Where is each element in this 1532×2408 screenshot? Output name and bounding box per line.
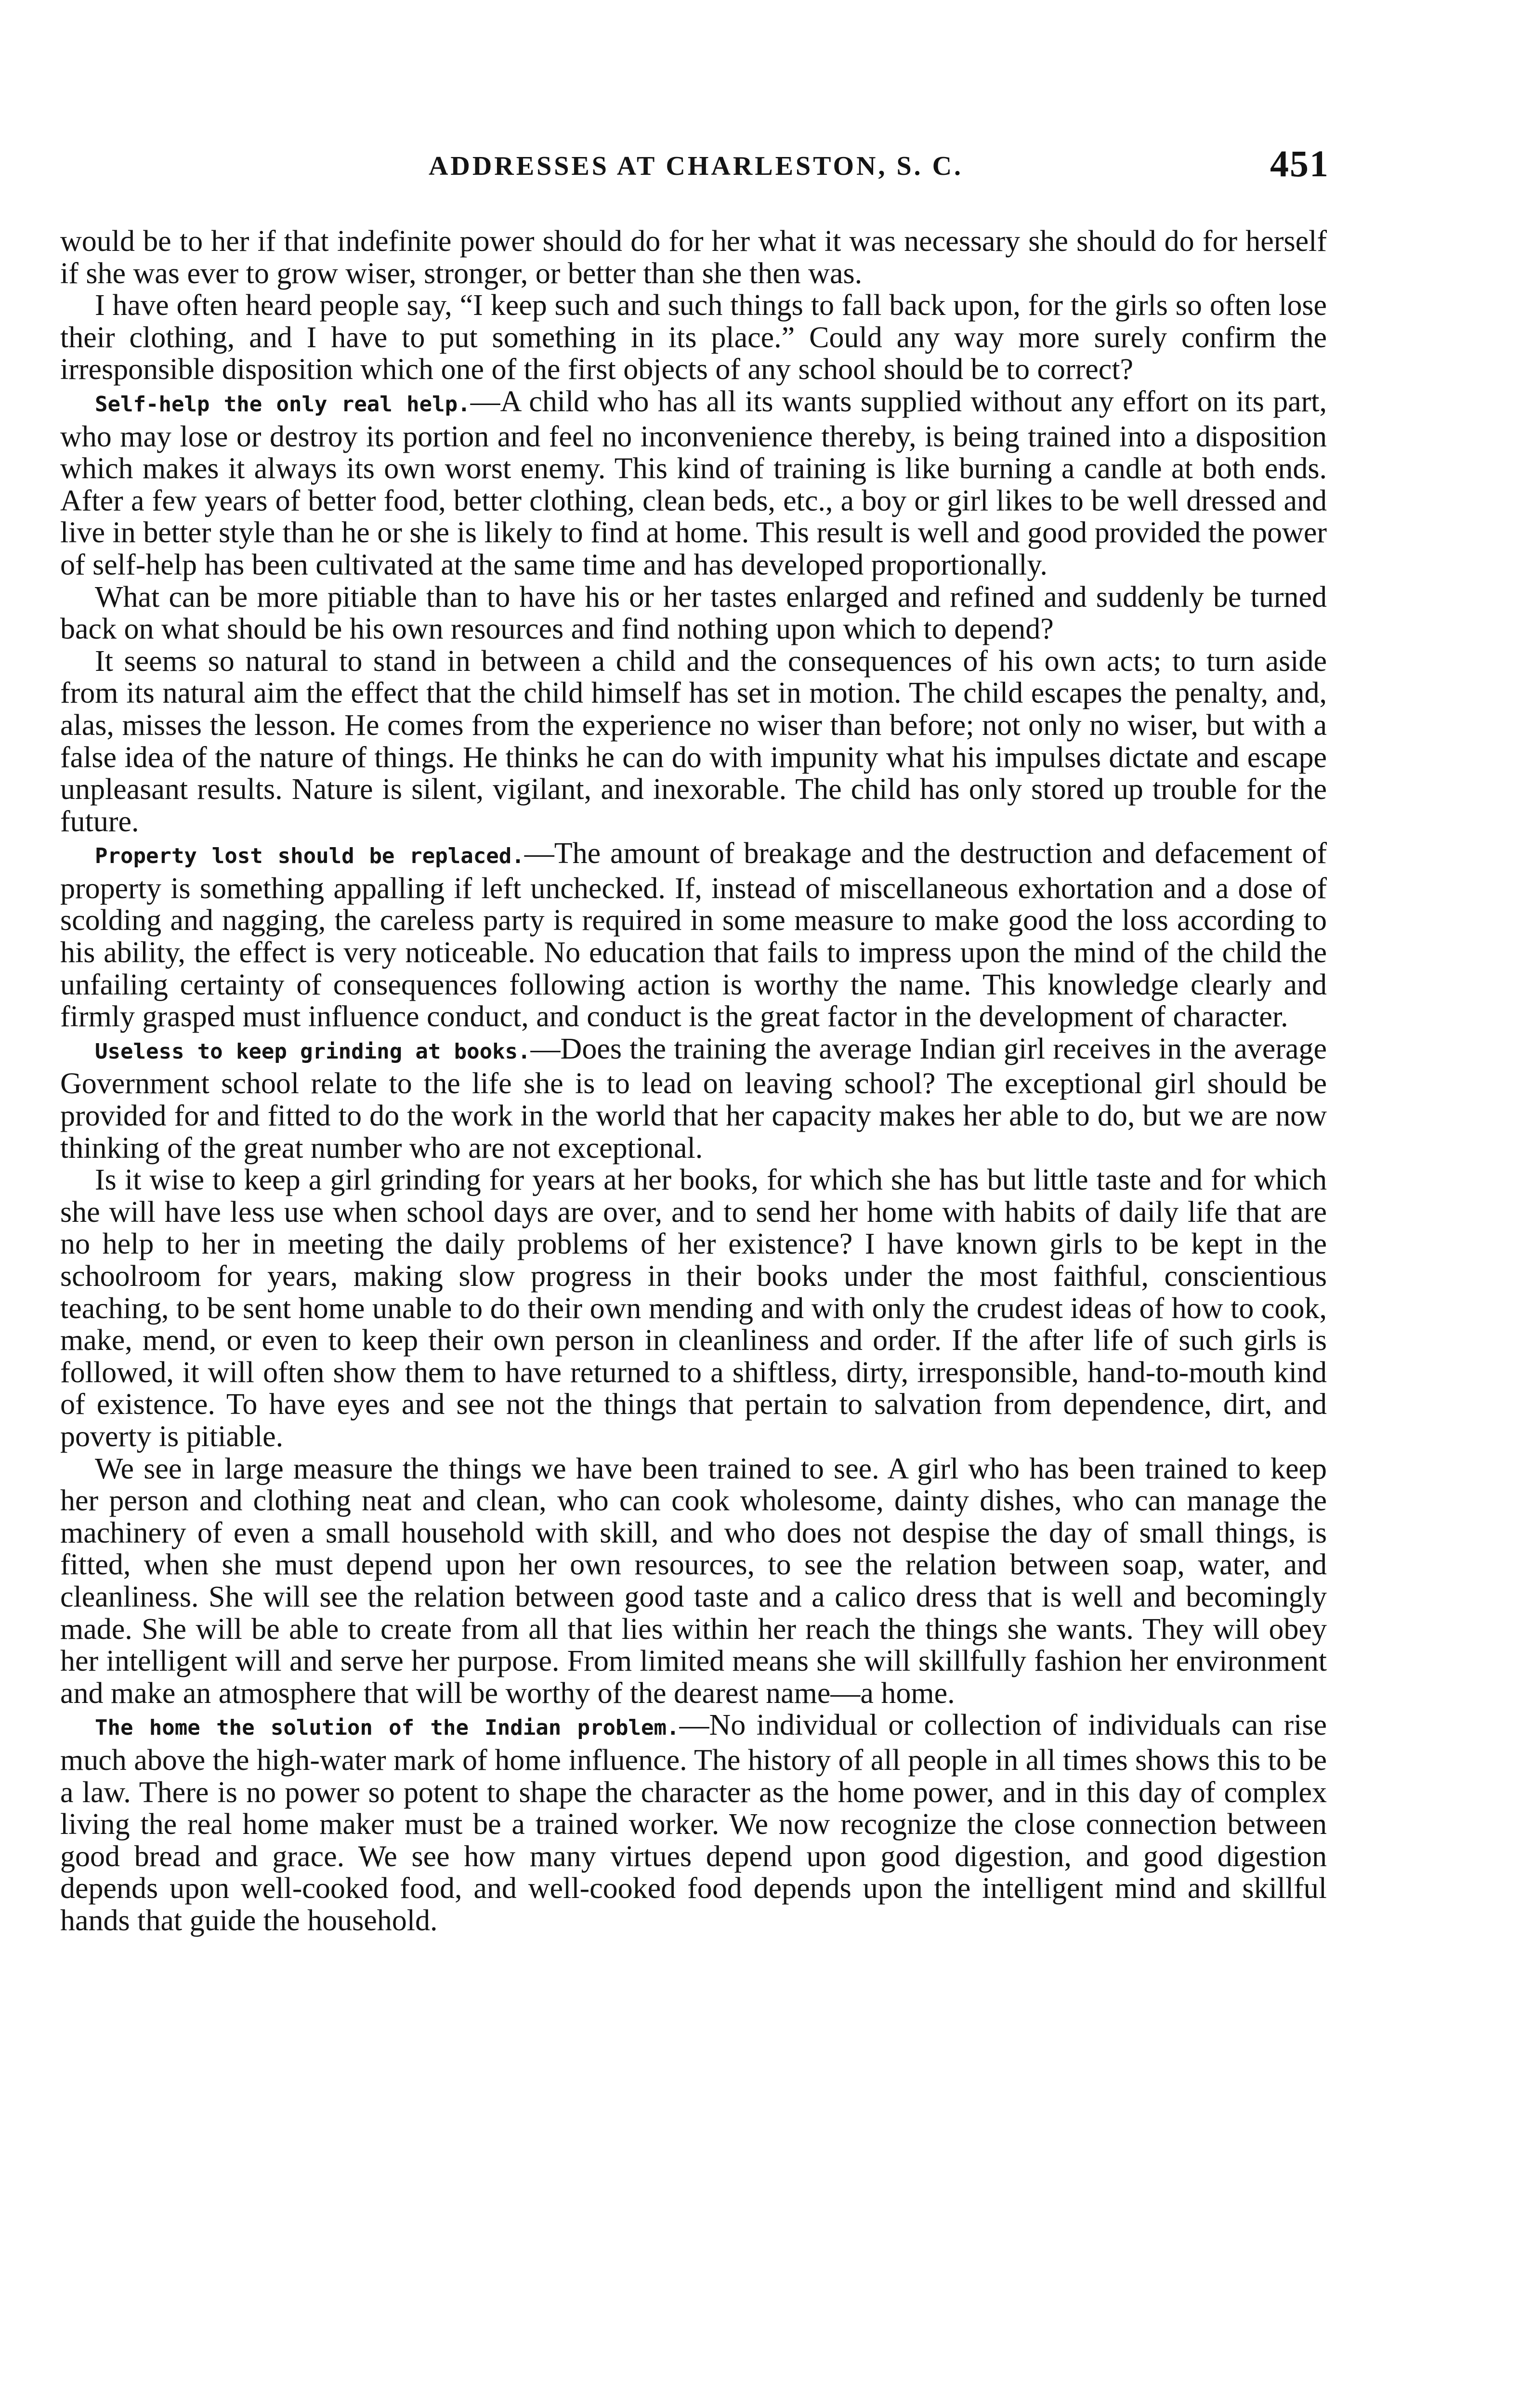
paragraph-5 — [60, 645, 1327, 838]
section-heading: The home the solution of the Indian problem. — [95, 1715, 680, 1741]
page-number: 451 — [1270, 143, 1329, 184]
paragraph-text: —No individual or collection of individuals can rise much above the high-water mark of home influence. The history of all people in all times shows this to be a law. There is no power so potent to shape the character as the home power, and in this day of complex living the real home maker must be a trained worker. We now recognize the close connection between good bread and grace. We see how many virtues depend upon good digestion, and good digestion depends upon well-cooked food, and well-cooked food depends upon the intelligent mind and skillful hands that guide the household. — [60, 1709, 1327, 1937]
running-head — [63, 142, 1329, 195]
paragraph-10 — [60, 1709, 1327, 1937]
paragraph-text: Is it wise to keep a girl grinding for years at her books, for which she has but little taste and for which she will have less use when school days are over, and to send her home with habits of daily life that are no help to her in meeting the daily problems of her existence? I have known girls to be kept in the schoolroom for years, making slow progress in their books under the most faithful, conscientious teaching, to be sent home unable to do their own mending and with only the crudest ideas of how to cook, make, mend, or even to keep their own person in cleanliness and order. If the after life of such girls is followed, it will often show them to have returned to a shiftless, dirty, irresponsible, hand-to-mouth kind of existence. To have eyes and see not the things that pertain to salvation from dependence, dirt, and poverty is pitiable. — [60, 1164, 1327, 1453]
paragraph-4 — [60, 581, 1327, 645]
paragraph-1 — [60, 225, 1327, 289]
paragraph-6 — [60, 838, 1327, 1033]
paragraph-text: What can be more pitiable than to have his or her tastes enlarged and refined and suddenly be turned back on what should be his own resources and find nothing upon which to depend? — [60, 580, 1327, 646]
paragraph-text: —Does the training the average Indian girl receives in the average Government school relate to the life she is to lead on leaving school? The exceptional girl should be provided for and fitted to do the work in the world that her capacity makes her able to do, but we are now thinking of the great number who are not exceptional. — [60, 1032, 1327, 1165]
section-heading: Useless to keep grinding at books. — [95, 1039, 531, 1064]
paragraph-8 — [60, 1164, 1327, 1453]
paragraph-2 — [60, 289, 1327, 386]
paragraph-9 — [60, 1453, 1327, 1710]
paragraph-3 — [60, 386, 1327, 581]
paragraph-7 — [60, 1033, 1327, 1164]
running-title: ADDRESSES AT CHARLESTON, S. C. — [428, 151, 964, 181]
section-heading: Property lost should be replaced. — [95, 844, 524, 869]
paragraph-text: I have often heard people say, “I keep such and such things to fall back upon, for the girls so often lose their clothing, and I have to put something in its place.” Could any way more surely confirm the irresponsible disposition which one of the first objects of any school should be to correct? — [60, 289, 1327, 386]
section-heading: Self-help the only real help. — [95, 392, 471, 417]
paragraph-text: We see in large measure the things we have been trained to see. A girl who has been trained to keep her person and clothing neat and clean, who can cook wholesome, dainty dishes, who can manage the machinery of even a small household with skill, and who does not despise the day of small things, is fitted, when she must depend upon her own resources, to see the relation between soap, water, and cleanliness. She will see the relation between good taste and a calico dress that is well and becomingly made. She will be able to create from all that lies within her reach the things she wants. They will obey her intelligent will and serve her purpose. From limited means she will skillfully fashion her environment and make an atmosphere that will be worthy of the dearest name—a home. — [60, 1452, 1327, 1710]
paragraph-text: —A child who has all its wants supplied without any effort on its part, who may lose or destroy its portion and feel no inconvenience thereby, is being trained into a disposition which makes it always its own worst enemy. This kind of training is like burning a candle at both ends. After a few years of better food, better clothing, clean beds, etc., a boy or girl likes to be well dressed and live in better style than he or she is likely to find at home. This result is well and good provided the power of self-help has been cultivated at the same time and has developed proportionally. — [60, 385, 1327, 581]
paragraph-text: It seems so natural to stand in between a child and the consequences of his own acts; to turn aside from its natural aim the effect that the child himself has set in motion. The child escapes the penalty, and, alas, misses the lesson. He comes from the experience no wiser than before; not only no wiser, but with a false idea of the nature of things. He thinks he can do with impunity what his impulses dictate and escape unpleasant results. Nature is silent, vigilant, and inexorable. The child has only stored up trouble for the future. — [60, 644, 1327, 838]
paragraph-text: —The amount of breakage and the destruction and defacement of property is something appalling if left unchecked. If, instead of miscellaneous exhortation and a dose of scolding and nagging, the careless party is required in some measure to make good the loss according to his ability, the effect is very noticeable. No education that fails to impress upon the mind of the child the unfailing certainty of consequences following action is worthy the name. This knowledge clearly and firmly grasped must influence conduct, and conduct is the great factor in the development of character. — [60, 837, 1327, 1034]
paragraph-text: would be to her if that indefinite power should do for her what it was necessary she should do for herself if she was ever to grow wiser, stronger, or better than she then was. — [60, 225, 1327, 290]
body-text — [60, 225, 1327, 1937]
